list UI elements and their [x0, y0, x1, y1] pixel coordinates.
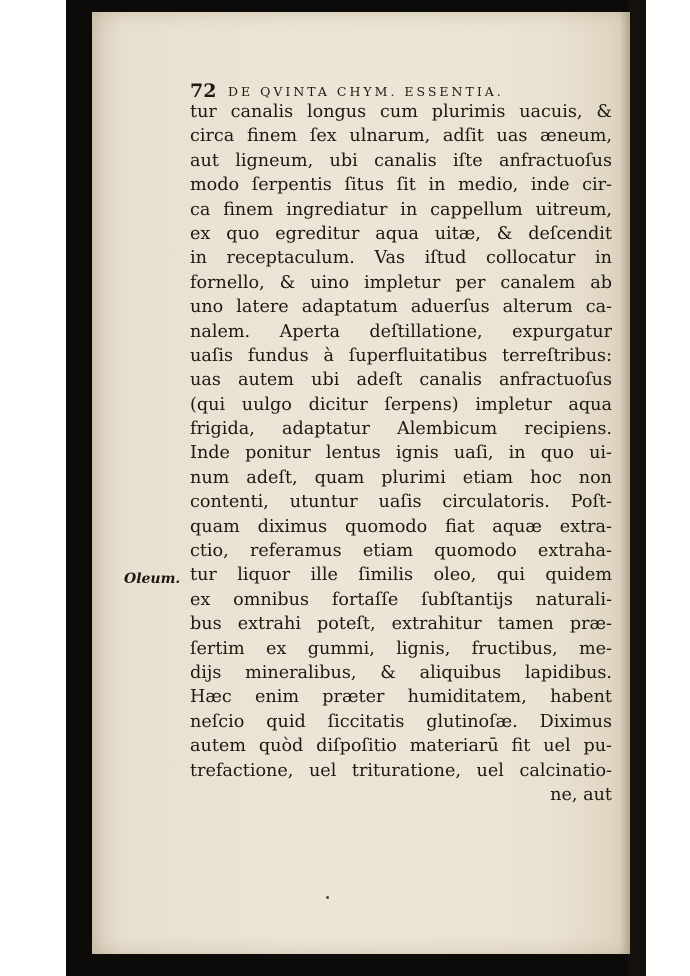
text-line: frigida, adaptatur Alembicum recipiens.	[190, 419, 612, 440]
marginal-note: Oleum.	[124, 571, 181, 587]
text-line: circa finem ſex ulnarum, adſit uas æneum,	[190, 126, 612, 147]
text-line: bus extrahi poteſt, extrahitur tamen præ-	[190, 614, 612, 635]
text-line: Inde ponitur lentus ignis uaſi, in quo ui-	[190, 443, 612, 464]
text-line: in receptaculum. Vas iſtud collocatur in	[190, 248, 612, 269]
text-line: tur liquor ille ſimilis oleo, qui quidem	[190, 565, 612, 586]
scan-background-left	[66, 0, 94, 976]
text-line: tur canalis longus cum plurimis uacuis, &	[190, 102, 612, 122]
text-line: num adeſt, quam plurimi etiam hoc non	[190, 467, 612, 488]
text-line: modo ſerpentis ſitus ſit in medio, inde cir-	[190, 175, 612, 196]
text-line: ſertim ex gummi, lignis, fructibus, me-	[190, 638, 612, 659]
paper-speck	[326, 896, 329, 899]
text-line: fornello, & uino impletur per canalem ab	[190, 272, 612, 293]
catchword-line: ne, aut	[550, 784, 612, 805]
body-text	[190, 100, 612, 807]
text-line: trefactione, uel trituratione, uel calcinatio-	[190, 760, 612, 781]
text-line: ex omnibus fortaſſe ſubſtantijs naturali-	[190, 589, 612, 610]
text-line: neſcio quid ſiccitatis glutinoſæ. Diximus	[190, 711, 612, 732]
text-line: dijs mineralibus, & aliquibus lapidibus.	[190, 662, 612, 683]
text-line: ex quo egreditur aqua uitæ, & deſcendit	[190, 223, 612, 244]
scan-background-top	[66, 0, 646, 12]
page-edge-shadow	[620, 12, 630, 954]
scan-background-right	[628, 0, 646, 976]
scan-background-bottom	[66, 952, 646, 976]
text-line: aut ligneum, ubi canalis iſte anfractuoſus	[190, 150, 612, 171]
text-line: uno latere adaptatum aduerſus alterum ca-	[190, 297, 612, 318]
text-line: uas autem ubi adeſt canalis anfractuoſus	[190, 370, 612, 391]
text-line: nalem. Aperta deſtillatione, expurgatur	[190, 321, 612, 342]
text-line: ca finem ingrediatur in cappellum uitreum,	[190, 199, 612, 220]
page-number: 72	[190, 80, 217, 102]
text-line: contenti, utuntur uaſis circulatoris. Poſt-	[190, 492, 612, 513]
text-line: uaſis fundus à ſuperfluitatibus terreſtribus:	[190, 345, 612, 366]
running-head: DE QVINTA CHYM. ESSENTIA.	[228, 84, 504, 99]
text-line: autem quòd diſpoſitio materiarū fit uel pu-	[190, 736, 612, 757]
text-line: (qui uulgo dicitur ſerpens) impletur aqua	[190, 394, 612, 415]
text-line: Hæc enim præter humiditatem, habent	[190, 687, 612, 708]
text-line: ctio, referamus etiam quomodo extraha-	[190, 541, 612, 562]
text-line: quam diximus quomodo fiat aquæ extra-	[190, 516, 612, 537]
